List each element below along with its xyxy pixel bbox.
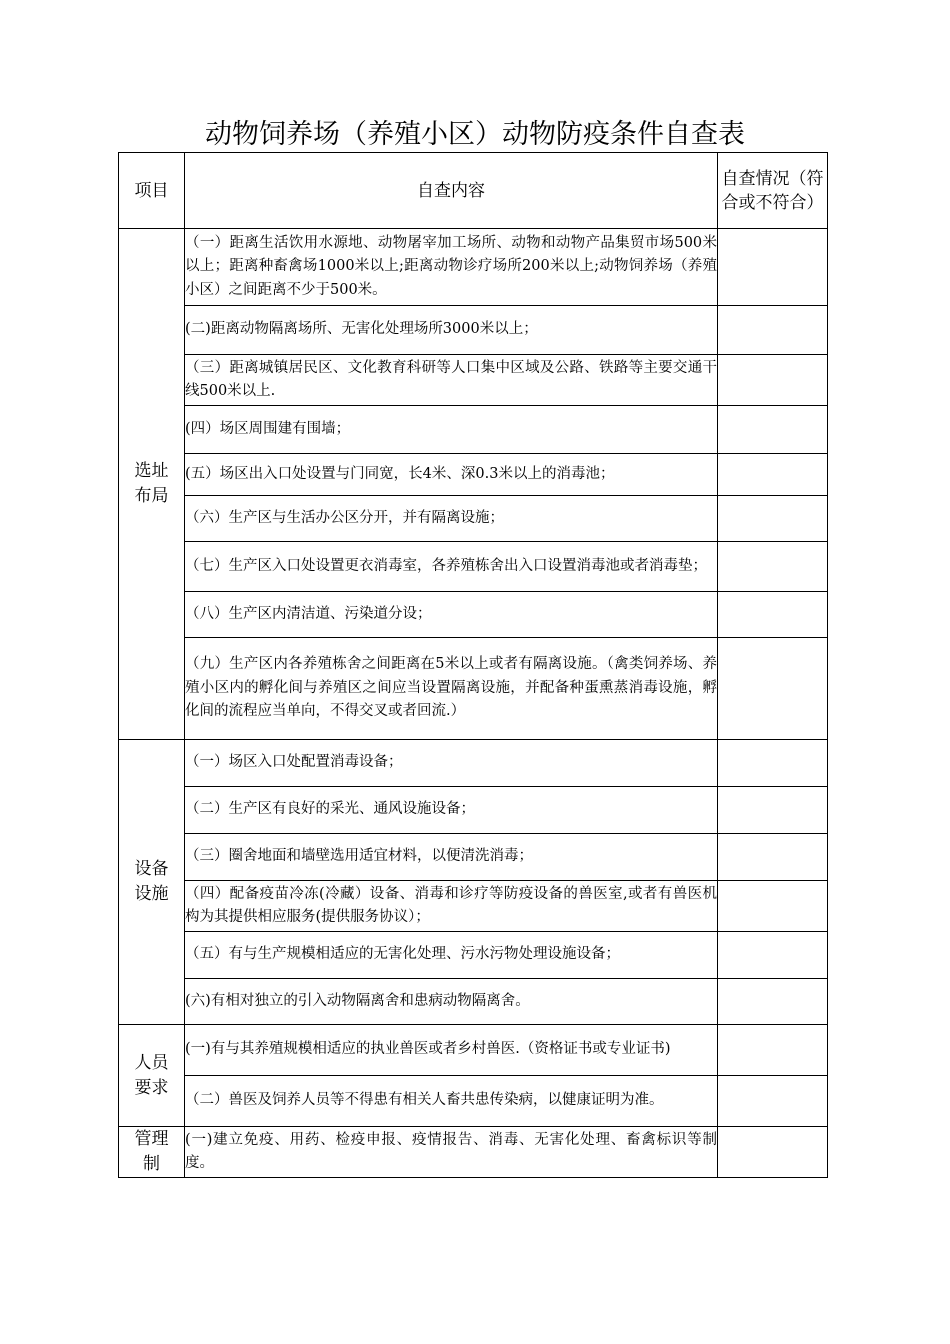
category-site-layout: 选址布局: [119, 229, 185, 740]
status-cell[interactable]: [718, 406, 828, 454]
status-cell[interactable]: [718, 306, 828, 355]
check-item: （三）距离城镇居民区、文化教育科研等人口集中区域及公路、铁路等主要交通干线500米以上.: [185, 355, 718, 406]
table-row: [119, 1025, 828, 1076]
status-cell[interactable]: [718, 229, 828, 306]
status-cell[interactable]: [718, 496, 828, 542]
table-row: [119, 592, 828, 638]
status-cell[interactable]: [718, 787, 828, 834]
check-item: （九）生产区内各养殖栋舍之间距离在5米以上或者有隔离设施。（禽类饲养场、养殖小区内的孵化间与养殖区之间应当设置隔离设施，并配备种蛋熏蒸消毒设施，孵化间的流程应当单向，不得交叉或者回流.）: [185, 638, 718, 740]
status-cell[interactable]: [718, 881, 828, 932]
table-row: [119, 881, 828, 932]
table-row: [119, 454, 828, 496]
check-item: （四）配备疫苗冷冻(冷藏）设备、消毒和诊疗等防疫设备的兽医室,或者有兽医机构为其提供相应服务(提供服务协议）；: [185, 881, 718, 932]
category-personnel: 人员要求: [119, 1025, 185, 1127]
status-cell[interactable]: [718, 638, 828, 740]
table-row: [119, 979, 828, 1025]
table-row: [119, 496, 828, 542]
category-equipment: 设备设施: [119, 740, 185, 1025]
check-item: （一）距离生活饮用水源地、动物屠宰加工场所、动物和动物产品集贸市场500米以上；距离种畜禽场1000米以上;距离动物诊疗场所200米以上;动物饲养场（养殖小区）之间距离不少于500米。: [185, 229, 718, 306]
check-item: (二)距离动物隔离场所、无害化处理场所3000米以上；: [185, 306, 718, 355]
check-item: （三）圈舍地面和墙壁选用适宜材料，以便清洗消毒；: [185, 834, 718, 881]
table-row: [119, 740, 828, 787]
check-item: (一)建立免疫、用药、检疫申报、疫情报告、消毒、无害化处理、畜禽标识等制度。: [185, 1127, 718, 1178]
status-cell[interactable]: [718, 592, 828, 638]
status-cell[interactable]: [718, 834, 828, 881]
check-item: （二）兽医及饲养人员等不得患有相关人畜共患传染病，以健康证明为准。: [185, 1076, 718, 1127]
table-row: [119, 306, 828, 355]
check-item: （七）生产区入口处设置更衣消毒室，各养殖栋舍出入口设置消毒池或者消毒垫；: [185, 542, 718, 592]
status-cell[interactable]: [718, 932, 828, 979]
table-row: [119, 229, 828, 306]
status-cell[interactable]: [718, 1076, 828, 1127]
check-item: （一）场区入口处配置消毒设备；: [185, 740, 718, 787]
header-project: 项目: [119, 153, 185, 229]
table-row: [119, 355, 828, 406]
check-item: (六)有相对独立的引入动物隔离舍和患病动物隔离舍。: [185, 979, 718, 1025]
check-item: （六）生产区与生活办公区分开，并有隔离设施；: [185, 496, 718, 542]
check-item: （八）生产区内清洁道、污染道分设；: [185, 592, 718, 638]
header-row: [119, 153, 828, 229]
table-row: [119, 834, 828, 881]
check-item: (四）场区周围建有围墙；: [185, 406, 718, 454]
table-row: [119, 1076, 828, 1127]
status-cell[interactable]: [718, 1127, 828, 1178]
header-content: 自查内容: [185, 153, 718, 229]
table-row: [119, 542, 828, 592]
table-row: [119, 932, 828, 979]
status-cell[interactable]: [718, 1025, 828, 1076]
check-item: (五）场区出入口处设置与门同宽，长4米、深0.3米以上的消毒池；: [185, 454, 718, 496]
table-row: [119, 1127, 828, 1178]
check-item: （二）生产区有良好的采光、通风设施设备；: [185, 787, 718, 834]
check-item: （五）有与生产规模相适应的无害化处理、污水污物处理设施设备；: [185, 932, 718, 979]
self-check-table: [118, 152, 828, 1178]
check-item: (一)有与其养殖规模相适应的执业兽医或者乡村兽医.（资格证书或专业证书): [185, 1025, 718, 1076]
status-cell[interactable]: [718, 979, 828, 1025]
table-row: [119, 406, 828, 454]
table-row: [119, 787, 828, 834]
status-cell[interactable]: [718, 355, 828, 406]
table-row: [119, 638, 828, 740]
status-cell[interactable]: [718, 740, 828, 787]
category-management: 管理制: [119, 1127, 185, 1178]
header-status: 自查情况（符合或不符合）: [718, 153, 828, 229]
status-cell[interactable]: [718, 454, 828, 496]
page-title: 动物饲养场（养殖小区）动物防疫条件自查表: [205, 119, 745, 150]
status-cell[interactable]: [718, 542, 828, 592]
